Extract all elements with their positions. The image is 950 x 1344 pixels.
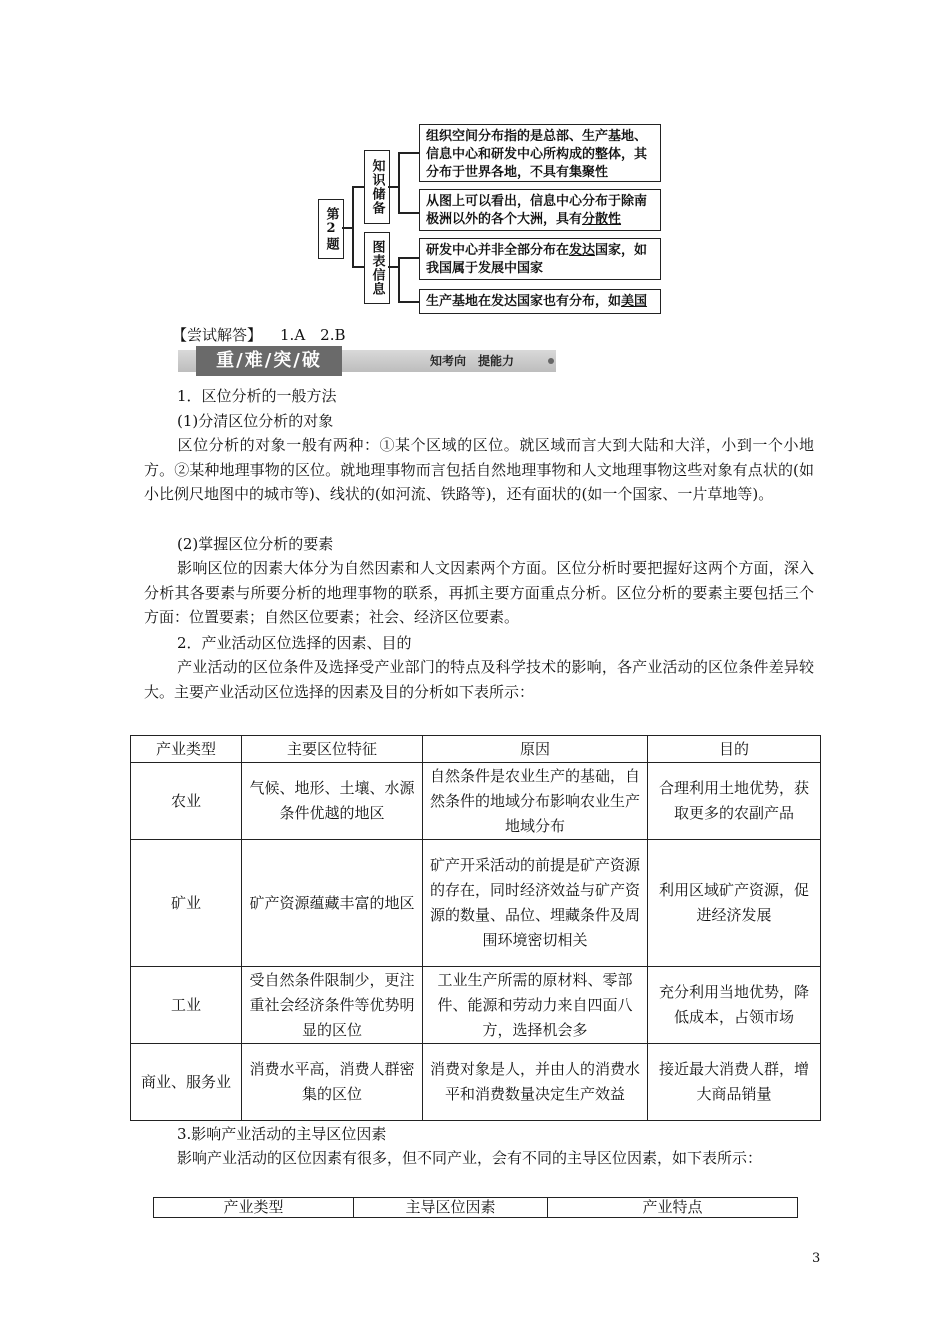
- industry-location-table: [130, 735, 821, 1121]
- section3-para: [144, 1146, 814, 1171]
- banner-dot-icon: [548, 358, 554, 364]
- diagram-root-label: 第2题: [323, 207, 339, 251]
- section1-para2: [144, 556, 814, 630]
- table-row: [131, 1044, 821, 1121]
- table-row: [131, 763, 821, 840]
- section1-para1: [144, 433, 814, 507]
- section1-sub1: (1)分清区位分析的对象: [177, 412, 334, 430]
- connector: [342, 227, 352, 229]
- section3-heading: 3.影响产业活动的主导区位因素: [177, 1125, 387, 1143]
- table-header-row: [154, 1198, 798, 1218]
- connector: [398, 212, 419, 214]
- table-header-cell: 原因: [423, 736, 648, 763]
- table-cell: 工业生产所需的原材料、零部件、能源和劳动力来自四面八方，选择机会多: [423, 967, 648, 1044]
- table-header-cell: 主导区位因素: [354, 1198, 548, 1218]
- diagram-branch-knowledge: [364, 150, 390, 224]
- section2-para-text: 产业活动的区位条件及选择受产业部门的特点及科学技术的影响，各产业活动的区位条件差异较大。主要产业活动区位选择的因素及目的分析如下表所示：: [144, 658, 814, 701]
- section2-heading: 2．产业活动区位选择的因素、目的: [177, 634, 412, 652]
- section1-para1-text: 区位分析的对象一般有两种：①某个区域的区位。就区域而言大到大陆和大洋，小到一个小地方。②某种地理事物的区位。就地理事物而言包括自然地理事物和人文地理事物这些对象有点状的(如小比例尺地图中的城市等)、线状的(如河流、铁路等)，还有面状的(如一个国家、一片草地等)。: [144, 436, 814, 504]
- table-cell: 工业: [131, 967, 242, 1044]
- connector: [398, 152, 419, 154]
- box-info-center-text: 从图上可以看出，信息中心分布于除南极洲以外的各个大洲，具有: [426, 194, 648, 227]
- connector: [352, 266, 364, 268]
- table-cell: 矿产资源蕴藏丰富的地区: [242, 840, 423, 967]
- table-cell: 商业、服务业: [131, 1044, 242, 1121]
- table-row: [131, 840, 821, 967]
- table-cell: 矿产开采活动的前提是矿产资源的存在，同时经济效益与矿产资源的数量、品位、埋藏条件及周围环境密切相关: [423, 840, 648, 967]
- banner-subtitle: 知考向 提能力: [430, 354, 515, 368]
- connector: [398, 257, 400, 301]
- diagram-box-rd-center: [419, 238, 661, 280]
- connector: [352, 186, 364, 188]
- table-cell: 接近最大消费人群，增大商品销量: [648, 1044, 821, 1121]
- table-cell: 充分利用当地优势，降低成本，占领市场: [648, 967, 821, 1044]
- section1-para2-text: 影响区位的因素大体分为自然因素和人文因素两个方面。区位分析时要把握好这两个方面，深入分析其各要素与所要分析的地理事物的联系，再抓主要方面重点分析。区位分析的要素主要包括三个方面：位置要素；自然区位要素；社会、经济区位要素。: [144, 559, 814, 627]
- table-cell: 消费对象是人，并由人的消费水平和消费数量决定生产效益: [423, 1044, 648, 1121]
- section1-sub2: (2)掌握区位分析的要素: [177, 535, 334, 553]
- diagram-branch-chart: [364, 232, 390, 304]
- table-cell: 利用区域矿产资源，促进经济发展: [648, 840, 821, 967]
- diagram-box-organization: [419, 124, 661, 182]
- connector: [388, 266, 398, 268]
- box-production-text: 生产基地在发达国家也有分布，如: [426, 294, 622, 309]
- connector: [388, 186, 398, 188]
- table-header-cell: 主要区位特征: [242, 736, 423, 763]
- table-header-row: [131, 736, 821, 763]
- answer-label: 【尝试解答】: [172, 326, 263, 344]
- box-rd-emphasis: 发达: [569, 243, 596, 258]
- connector: [352, 186, 354, 266]
- table-header-cell: 产业特点: [548, 1198, 798, 1218]
- connector: [398, 257, 419, 259]
- branch-chart-label: 图表信息: [369, 240, 385, 296]
- table-cell: 气候、地形、土壤、水源条件优越的地区: [242, 763, 423, 840]
- table-cell: 矿业: [131, 840, 242, 967]
- connector: [398, 301, 419, 303]
- banner-title: 重/难/突/破: [196, 346, 342, 376]
- table-header-cell: 产业类型: [154, 1198, 354, 1218]
- dominant-factor-table: [153, 1197, 798, 1218]
- table-cell: 合理利用土地优势，获取更多的农副产品: [648, 763, 821, 840]
- box-production-emphasis: 美国: [621, 294, 648, 309]
- answer-text: 1.A 2.B: [280, 326, 346, 344]
- diagram-root-box: [318, 199, 344, 259]
- table-row: [131, 967, 821, 1044]
- box-rd-text-b: 国家，如我国属于发展中国家: [426, 243, 648, 276]
- diagram-box-production: [419, 289, 661, 314]
- table-header-cell: 目的: [648, 736, 821, 763]
- box-info-center-emphasis: 分散性: [582, 212, 622, 227]
- connector: [398, 152, 400, 212]
- section1-heading: 1．区位分析的一般方法: [177, 387, 337, 405]
- table-header-cell: 产业类型: [131, 736, 242, 763]
- section3-para-text: 影响产业活动的区位因素有很多，但不同产业，会有不同的主导区位因素，如下表所示：: [177, 1149, 763, 1167]
- branch-knowledge-label: 知识储备: [369, 159, 385, 215]
- box-organization-text: 组织空间分布指的是总部、生产基地、信息中心和研发中心所构成的整体，其分布于世界各地，不具有集聚性: [426, 129, 648, 180]
- box-rd-text-a: 研发中心并非全部分布在: [426, 243, 570, 258]
- table-cell: 消费水平高，消费人群密集的区位: [242, 1044, 423, 1121]
- answer-line: [172, 323, 346, 348]
- page-number: 3: [812, 1251, 821, 1266]
- section2-para: [144, 655, 814, 704]
- table-cell: 受自然条件限制少，更注重社会经济条件等优势明显的区位: [242, 967, 423, 1044]
- diagram-box-info-center: [419, 189, 661, 231]
- table-cell: 自然条件是农业生产的基础，自然条件的地域分布影响农业生产地域分布: [423, 763, 648, 840]
- table-cell: 农业: [131, 763, 242, 840]
